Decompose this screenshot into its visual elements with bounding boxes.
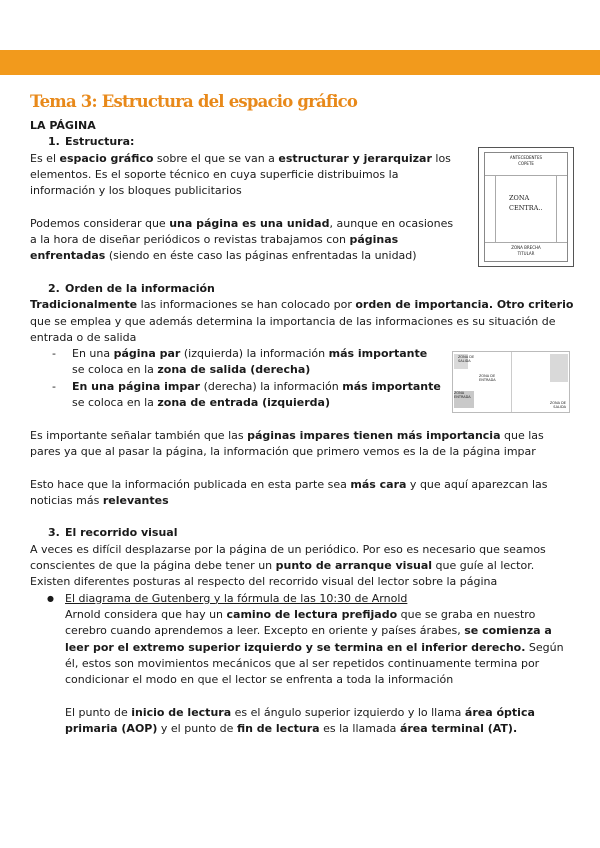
list-item-pagina-par: - En una página par (izquierda) la información más importante se coloca en la zona de salida (derecha) (52, 347, 428, 377)
figure-label-entrada: ZONA DE ENTRADA (479, 374, 496, 382)
paragraph-recorrido: A veces es difícil desplazarse por la página de un periódico. Por eso es necesario que seamos conscientes de que la página debe tener un punto de arranque visual que guíe al lector. (30, 542, 546, 573)
figure-center-zone: ZONA CENTRA.. (509, 194, 543, 212)
figure-right-zone (556, 175, 567, 243)
paragraph-orden: Tradicionalmente las informaciones se han colocado por orden de importancia. Otro criterio que se emplea y que además determina la importancia de las informaciones es su situación de entrada o de salida (30, 298, 574, 344)
page-title: Tema 3: Estructura del espacio gráfico (30, 92, 358, 111)
figure-left-bottom-block: ZONA ENTRADA (454, 391, 474, 408)
paragraph-estructura: Es el espacio gráfico sobre el que se van a estructurar y jerarquizar los elementos. Es el soporte técnico en cuya superficie distribuimos la información y los bloques publicitarios (30, 151, 451, 198)
paragraph-arnold: Arnold considera que hay un camino de lectura prefijado que se graba en nuestro cerebro cuando aprendemos a leer. Excepto en oriente y países árabes, se comienza a leer por el extremo superior izquierdo y se termina en el inferior derecho. Según él, estos son movimientos mecánicos que al ser repetidos continuamente termina por condicionar el modo en que el lector se enfrenta a toda la información (65, 607, 564, 687)
paragraph-unidad: Podemos considerar que una página es una unidad, aunque en ocasiones a la hora de diseñar periódicos o revistas trabajamos con páginas enfrentadas (siendo en éste caso las páginas enfrentadas la unidad) (30, 216, 454, 263)
list-item-gutenberg: ● El diagrama de Gutenberg y la fórmula de las 10:30 de Arnold (47, 591, 408, 605)
figure-left-page (453, 352, 512, 412)
paragraph-mas-cara: Esto hace que la información publicada en esta parte sea más cara y que aquí aparezcan las noticias más relevantes (30, 477, 548, 507)
heading-orden: 2. Orden de la información (48, 281, 215, 295)
figure-right-block (550, 354, 568, 382)
paragraph-impares: Es importante señalar también que las páginas impares tienen más importancia que las pares ya que al pasar la página, la información que primero vemos es la de la página impar (30, 428, 544, 458)
heading-estructura: 1. Estructura: (48, 135, 135, 149)
figure-top-zone: ANTECEDENTES COPETE (485, 153, 567, 176)
figure-label-salida-right: ZONA DE SALIDA (549, 401, 566, 409)
paragraph-inicio-lectura: El punto de inicio de lectura es el ángulo superior izquierdo y lo llama área óptica primaria (AOP) y el punto de fin de lectura es la llamada área terminal (AT). (65, 705, 535, 735)
heading-recorrido: 3. El recorrido visual (48, 526, 178, 540)
figure-label-salida: ZONA DE SALIDA (458, 355, 475, 363)
spread-figure (452, 351, 570, 413)
paragraph-posturas: Existen diferentes posturas al respecto del recorrido visual del lector sobre la página (30, 575, 498, 589)
list-item-pagina-impar: - En una página impar (derecha) la información más importante se coloca en la zona de entrada (izquierda) (52, 379, 441, 410)
section-heading: LA PÁGINA (30, 119, 96, 132)
header-accent-bar (0, 50, 600, 75)
figure-left-zone (485, 175, 496, 243)
figure-bottom-zone: ZONA BRECHA TITULAR (485, 242, 567, 261)
figure-right-page (511, 352, 569, 412)
page-structure-figure (478, 147, 574, 267)
